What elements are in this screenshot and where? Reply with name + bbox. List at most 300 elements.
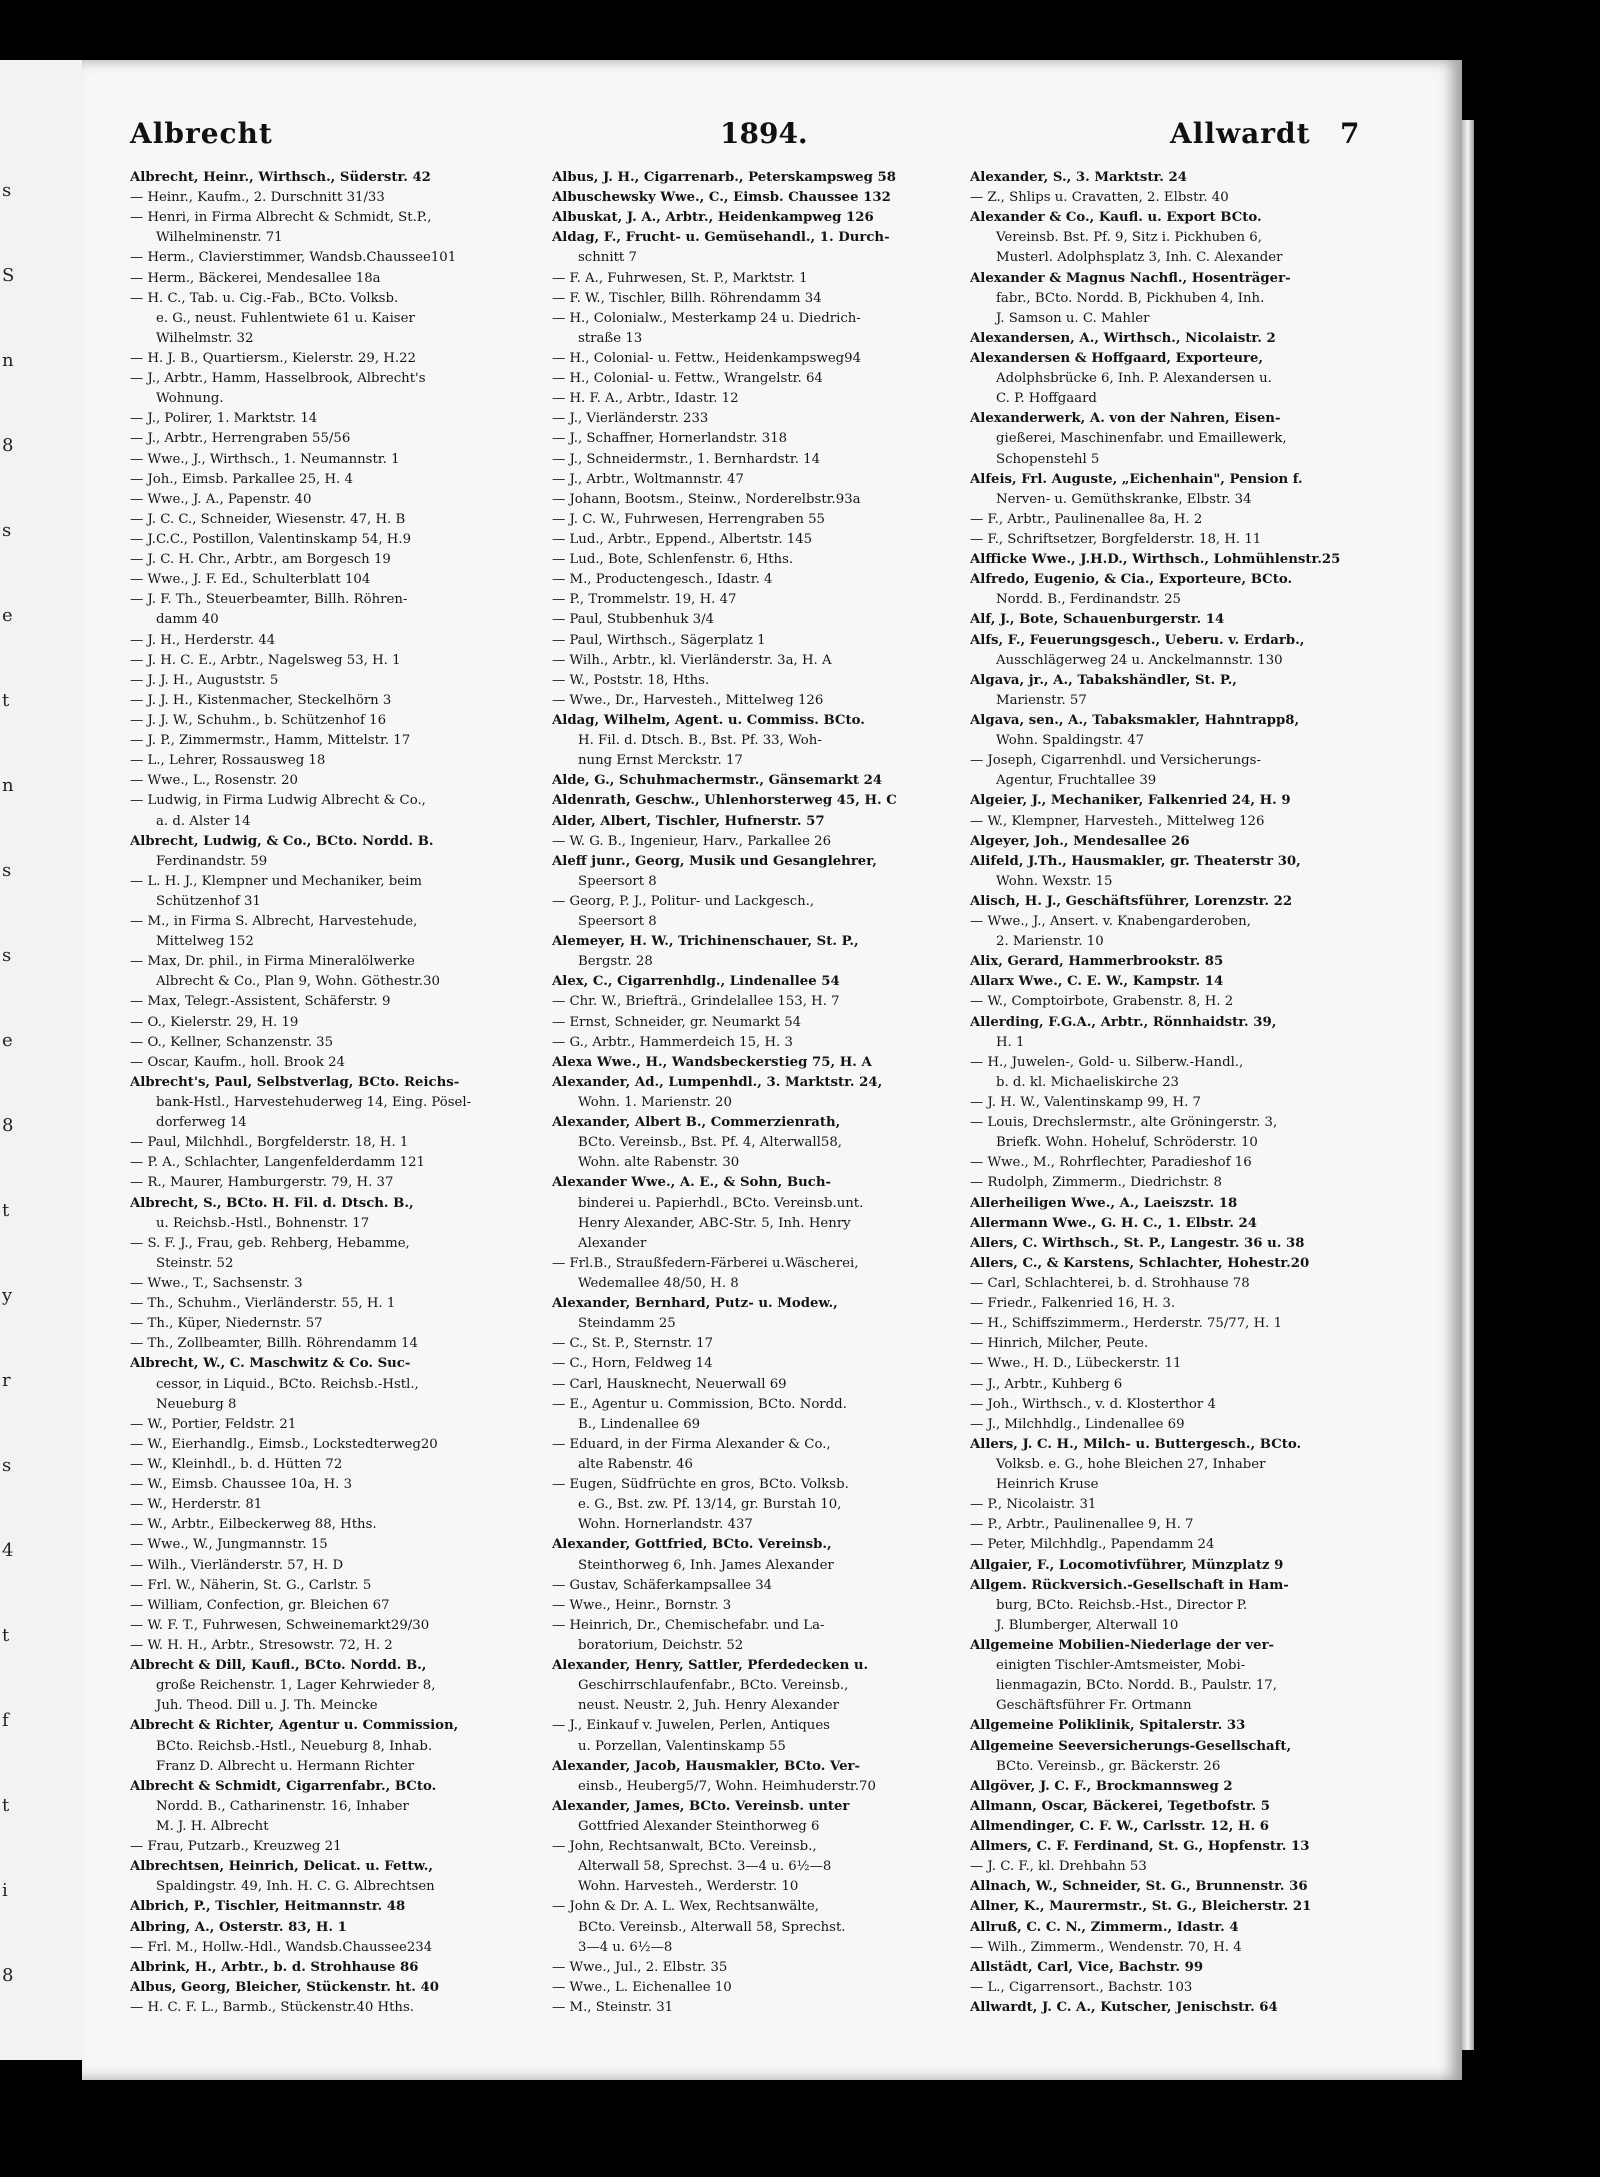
directory-line: — W. F. T., Fuhrwesen, Schweinemarkt29/30 [130, 1617, 430, 1633]
directory-line: BCto. Vereinsb., Bst. Pf. 4, Alterwall58, [578, 1135, 842, 1151]
directory-line: straße 13 [578, 330, 643, 346]
directory-line: Alemeyer, H. W., Trichinenschauer, St. P., [552, 934, 859, 950]
directory-line: — J., Arbtr., Hamm, Hasselbrook, Albrecht's [130, 371, 426, 387]
directory-line: — Eduard, in der Firma Alexander & Co., [552, 1436, 831, 1452]
directory-line: — Ernst, Schneider, gr. Neumarkt 54 [552, 1014, 802, 1030]
directory-line: — H. J. B., Quartiersm., Kielerstr. 29, H.22 [130, 350, 416, 366]
directory-line: Alfficke Wwe., J.H.D., Wirthsch., Lohmühlenstr.25 [970, 552, 1341, 568]
directory-line: BCto. Vereinsb., Alterwall 58, Sprechst. [578, 1919, 846, 1935]
directory-line: — W., Klempner, Harvesteh., Mittelweg 126 [970, 813, 1265, 829]
directory-line: Alexander, Gottfried, BCto. Vereinsb., [552, 1537, 832, 1553]
directory-line: — H. F. A., Arbtr., Idastr. 12 [552, 391, 739, 407]
directory-line: Allers, J. C. H., Milch- u. Buttergesch., BCto. [970, 1436, 1302, 1452]
previous-page-glyph: e [2, 1030, 13, 1051]
directory-line: Mittelweg 152 [156, 934, 254, 950]
directory-line: Wohn. Hornerlandstr. 437 [578, 1517, 753, 1533]
directory-line: bank-Hstl., Harvestehuderweg 14, Eing. Pösel- [156, 1095, 472, 1111]
directory-line: Albrechtsen, Heinrich, Delicat. u. Fettw., [130, 1859, 433, 1875]
directory-line: Alder, Albert, Tischler, Hufnerstr. 57 [552, 813, 825, 829]
directory-line: — W., Eimsb. Chaussee 10a, H. 3 [130, 1477, 353, 1493]
directory-line: u. Porzellan, Valentinskamp 55 [578, 1738, 786, 1754]
directory-line: — R., Maurer, Hamburgerstr. 79, H. 37 [130, 1175, 394, 1191]
directory-line: Alexander & Magnus Nachfl., Hosenträger- [970, 270, 1291, 286]
directory-line: — Carl, Hausknecht, Neuerwall 69 [552, 1376, 787, 1392]
directory-line: Alfeis, Frl. Auguste, „Eichenhain", Pension f. [970, 471, 1303, 487]
directory-line: Musterl. Adolphsplatz 3, Inh. C. Alexander [996, 250, 1283, 266]
directory-line: — P. A., Schlachter, Langenfelderdamm 121 [130, 1155, 425, 1171]
directory-line: Nordd. B., Catharinenstr. 16, Inhaber [156, 1798, 409, 1814]
previous-page-glyph: t [2, 690, 10, 711]
directory-line: Allgöver, J. C. F., Brockmannsweg 2 [970, 1778, 1233, 1794]
directory-line: BCto. Reichsb.-Hstl., Neueburg 8, Inhab. [156, 1738, 433, 1754]
directory-line: e. G., neust. Fuhlentwiete 61 u. Kaiser [156, 310, 415, 326]
directory-line: — Max, Dr. phil., in Firma Mineralölwerke [130, 954, 415, 970]
directory-line: — P., Arbtr., Paulinenallee 9, H. 7 [970, 1517, 1194, 1533]
directory-line: — Paul, Stubbenhuk 3/4 [552, 612, 714, 628]
directory-line: Alexander, James, BCto. Vereinsb. unter [552, 1798, 850, 1814]
directory-line: Heinrich Kruse [996, 1477, 1099, 1493]
directory-line: — C., Horn, Feldweg 14 [552, 1356, 713, 1372]
directory-line: Alexandersen, A., Wirthsch., Nicolaistr. 2 [970, 330, 1276, 346]
directory-line: — Eugen, Südfrüchte en gros, BCto. Volksb. [552, 1477, 849, 1493]
directory-line: — Frau, Putzarb., Kreuzweg 21 [130, 1839, 342, 1855]
directory-line: — F. A., Fuhrwesen, St. P., Marktstr. 1 [552, 270, 808, 286]
directory-line: — J., Vierländerstr. 233 [552, 411, 709, 427]
directory-line: Alexander, Jacob, Hausmakler, BCto. Ver- [552, 1758, 861, 1774]
directory-line: — Wilh., Zimmerm., Wendenstr. 70, H. 4 [970, 1939, 1242, 1955]
previous-page-glyph: e [2, 605, 13, 626]
directory-line: H. Fil. d. Dtsch. B., Bst. Pf. 33, Woh- [578, 733, 822, 749]
directory-line: Allgaier, F., Locomotivführer, Münzplatz 9 [970, 1557, 1284, 1573]
directory-line: — Friedr., Falkenried 16, H. 3. [970, 1296, 1176, 1312]
directory-line: — P., Nicolaistr. 31 [970, 1497, 1097, 1513]
directory-line: — H., Colonial- u. Fettw., Heidenkampsweg94 [552, 350, 862, 366]
directory-line: Allgemeine Seeversicherungs-Gesellschaft, [970, 1738, 1292, 1754]
directory-line: — Louis, Drechslermstr., alte Gröningerstr. 3, [970, 1115, 1278, 1131]
directory-line: Albrecht's, Paul, Selbstverlag, BCto. Reichs- [130, 1074, 460, 1090]
directory-line: Wilhelmstr. 32 [156, 330, 254, 346]
directory-line: Alexander, S., 3. Marktstr. 24 [970, 170, 1187, 185]
previous-page-glyph: 4 [2, 1540, 14, 1561]
directory-line: — Ludwig, in Firma Ludwig Albrecht & Co., [130, 793, 426, 809]
directory-line: — J., Arbtr., Kuhberg 6 [970, 1376, 1123, 1392]
directory-line: — J. J. H., Auguststr. 5 [130, 672, 279, 688]
directory-line: — J. C. F., kl. Drehbahn 53 [970, 1859, 1147, 1875]
directory-line: — J. F. Th., Steuerbeamter, Billh. Röhren- [130, 592, 408, 608]
previous-page-glyph: 8 [2, 435, 14, 456]
directory-line: — L. H. J., Klempner und Mechaniker, beim [130, 873, 422, 889]
directory-line: — W., Herderstr. 81 [130, 1497, 263, 1513]
directory-line: Albrich, P., Tischler, Heitmannstr. 48 [130, 1899, 406, 1915]
directory-line: — J., Milchhdlg., Lindenallee 69 [970, 1416, 1185, 1432]
directory-line: — Wwe., T., Sachsenstr. 3 [130, 1276, 303, 1292]
directory-line: schnitt 7 [578, 250, 637, 266]
directory-line: Algeier, J., Mechaniker, Falkenried 24, H. 9 [970, 793, 1291, 809]
directory-line: — Wwe., J., Wirthsch., 1. Neumannstr. 1 [130, 451, 400, 467]
directory-line: — C., St. P., Sternstr. 17 [552, 1336, 714, 1352]
directory-line: — H., Colonial- u. Fettw., Wrangelstr. 64 [552, 371, 823, 387]
directory-line: — Th., Küper, Niedernstr. 57 [130, 1316, 323, 1332]
column-2 [552, 168, 957, 2018]
directory-line: Alde, G., Schuhmachermstr., Gänsemarkt 24 [552, 773, 883, 789]
directory-line: — Wwe., J., Ansert. v. Knabengarderoben, [970, 914, 1251, 930]
directory-line: M. J. H. Albrecht [156, 1818, 269, 1834]
directory-line: — M., Steinstr. 31 [552, 1999, 674, 2015]
directory-line: Allruß, C. C. N., Zimmerm., Idastr. 4 [970, 1919, 1239, 1935]
directory-line: Ferdinandstr. 59 [156, 853, 268, 869]
page-number: 7 [1340, 117, 1360, 150]
previous-page-glyph: s [2, 945, 12, 966]
directory-line: Steinthorweg 6, Inh. James Alexander [578, 1557, 834, 1573]
directory-line: burg, BCto. Reichsb.-Hst., Director P. [996, 1597, 1248, 1613]
directory-line: Allmann, Oscar, Bäckerei, Tegetbofstr. 5 [970, 1798, 1271, 1814]
directory-line: — W. H. H., Arbtr., Stresowstr. 72, H. 2 [130, 1637, 393, 1653]
directory-line: Wohn. Harvesteh., Werderstr. 10 [578, 1879, 799, 1895]
previous-page-glyph: y [2, 1285, 13, 1306]
directory-line: Alexander, Henry, Sattler, Pferdedecken u. [552, 1658, 869, 1674]
directory-line: — Max, Telegr.-Assistent, Schäferstr. 9 [130, 994, 391, 1010]
previous-page-glyph: t [2, 1795, 10, 1816]
directory-line: — Wwe., Dr., Harvesteh., Mittelweg 126 [552, 692, 824, 708]
previous-page-edge [0, 60, 84, 2060]
directory-line: Algava, sen., A., Tabaksmakler, Hahntrapp8, [970, 712, 1300, 728]
directory-line: Geschäftsführer Fr. Ortmann [996, 1698, 1192, 1714]
directory-line: — Peter, Milchhdlg., Papendamm 24 [970, 1537, 1215, 1553]
directory-line: Albrecht, Heinr., Wirthsch., Süderstr. 42 [130, 170, 431, 185]
directory-line: Allers, C. Wirthsch., St. P., Langestr. 36 u. 38 [970, 1235, 1305, 1251]
directory-line: Alexander, Ad., Lumpenhdl., 3. Marktstr. 24, [552, 1074, 883, 1090]
directory-line: Wohn. alte Rabenstr. 30 [578, 1155, 740, 1171]
directory-line: — J. C. H. Chr., Arbtr., am Borgesch 19 [130, 552, 391, 568]
directory-line: Allarx Wwe., C. E. W., Kampstr. 14 [970, 974, 1224, 990]
directory-line: Algeyer, Joh., Mendesallee 26 [970, 833, 1190, 849]
directory-line: — Rudolph, Zimmerm., Diedrichstr. 8 [970, 1175, 1222, 1191]
directory-line: — Wilh., Vierländerstr. 57, H. D [130, 1557, 344, 1573]
directory-line: a. d. Alster 14 [156, 813, 251, 829]
directory-line: Alexander, Bernhard, Putz- u. Modew., [552, 1296, 838, 1312]
directory-line: — J., Arbtr., Herrengraben 55/56 [130, 431, 351, 447]
directory-line: Allerheiligen Wwe., A., Laeiszstr. 18 [970, 1195, 1238, 1211]
directory-line: Allmendinger, C. F. W., Carlsstr. 12, H. 6 [970, 1818, 1269, 1834]
directory-line: Allgemeine Poliklinik, Spitalerstr. 33 [970, 1718, 1246, 1734]
directory-line: — Oscar, Kaufm., holl. Brook 24 [130, 1054, 345, 1070]
previous-page-glyph: r [2, 1370, 11, 1391]
directory-line: damm 40 [156, 612, 219, 628]
directory-line: Juh. Theod. Dill u. J. Th. Meincke [156, 1698, 378, 1714]
directory-line: — Wwe., Jul., 2. Elbstr. 35 [552, 1959, 728, 1975]
directory-line: H. 1 [996, 1034, 1025, 1050]
directory-line: — S. F. J., Frau, geb. Rehberg, Hebamme, [130, 1235, 410, 1251]
directory-line: Allnach, W., Schneider, St. G., Brunnenstr. 36 [970, 1879, 1308, 1895]
directory-line: — Heinr., Kaufm., 2. Durschnitt 31/33 [130, 190, 385, 206]
directory-line: Albrecht & Richter, Agentur u. Commission, [130, 1718, 459, 1734]
directory-line: Albrecht, Ludwig, & Co., BCto. Nordd. B. [130, 833, 434, 849]
directory-line: — Wwe., J. F. Ed., Schulterblatt 104 [130, 572, 371, 588]
directory-line: — W., Kleinhdl., b. d. Hütten 72 [130, 1457, 343, 1472]
directory-line: u. Reichsb.-Hstl., Bohnenstr. 17 [156, 1215, 370, 1231]
directory-line: — J. H. W., Valentinskamp 99, H. 7 [970, 1095, 1201, 1111]
directory-line: Allstädt, Carl, Vice, Bachstr. 99 [970, 1959, 1204, 1975]
directory-line: — Paul, Milchhdl., Borgfelderstr. 18, H. 1 [130, 1135, 409, 1151]
directory-line: 3—4 u. 6½—8 [578, 1939, 673, 1955]
directory-line: — Th., Schuhm., Vierländerstr. 55, H. 1 [130, 1296, 396, 1312]
directory-line: — P., Trommelstr. 19, H. 47 [552, 592, 737, 608]
directory-line: Wedemallee 48/50, H. 8 [578, 1276, 739, 1292]
directory-line: Alexa Wwe., H., Wandsbeckerstieg 75, H. A [552, 1054, 872, 1070]
directory-line: Albrecht & Co., Plan 9, Wohn. Göthestr.30 [156, 974, 440, 990]
directory-line: Albrecht, S., BCto. H. Fil. d. Dtsch. B., [130, 1195, 414, 1211]
directory-line: Agentur, Fruchtallee 39 [996, 773, 1157, 789]
directory-line: Albus, J. H., Cigarrenarb., Peterskampsweg 58 [552, 170, 896, 185]
directory-line: Aldag, F., Frucht- u. Gemüsehandl., 1. Durch- [552, 230, 890, 246]
directory-line: — W., Portier, Feldstr. 21 [130, 1416, 297, 1432]
directory-line: — L., Lehrer, Rossausweg 18 [130, 753, 326, 769]
directory-line: — Th., Zollbeamter, Billh. Röhrendamm 14 [130, 1336, 418, 1352]
directory-line: binderei u. Papierhdl., BCto. Vereinsb.unt. [578, 1195, 864, 1211]
header-year: 1894. [720, 117, 808, 150]
directory-line: — Frl. M., Hollw.-Hdl., Wandsb.Chaussee234 [130, 1939, 433, 1955]
previous-page-glyph: s [2, 860, 12, 881]
column-1 [130, 168, 535, 2018]
directory-line: Albuschewsky Wwe., C., Eimsb. Chaussee 132 [552, 190, 891, 206]
directory-line: Henry Alexander, ABC-Str. 5, Inh. Henry [578, 1215, 851, 1231]
directory-line: Alf, J., Bote, Schauenburgerstr. 14 [970, 612, 1225, 628]
directory-line: — Herm., Clavierstimmer, Wandsb.Chaussee101 [130, 250, 457, 266]
directory-line: C. P. Hoffgaard [996, 391, 1097, 407]
directory-line: — Joh., Wirthsch., v. d. Klosterthor 4 [970, 1396, 1216, 1412]
directory-line: Allgemeine Mobilien-Niederlage der ver- [970, 1637, 1275, 1653]
directory-line: — William, Confection, gr. Bleichen 67 [130, 1597, 390, 1613]
directory-line: 2. Marienstr. 10 [996, 934, 1104, 950]
directory-line: Alex, C., Cigarrenhdlg., Lindenallee 54 [552, 974, 840, 990]
directory-line: Nerven- u. Gemüthskranke, Elbstr. 34 [996, 491, 1252, 507]
directory-line: Allwardt, J. C. A., Kutscher, Jenischstr. 64 [970, 1999, 1278, 2015]
directory-line: Albrink, H., Arbtr., b. d. Strohhause 86 [130, 1959, 419, 1975]
directory-line: — M., in Firma S. Albrecht, Harvestehude, [130, 914, 418, 930]
directory-line: — Chr. W., Briefträ., Grindelallee 153, H. 7 [552, 994, 840, 1010]
directory-line: Alterwall 58, Sprechst. 3—4 u. 6½—8 [578, 1859, 832, 1875]
directory-line: Adolphsbrücke 6, Inh. P. Alexandersen u. [996, 371, 1272, 387]
previous-page-glyph: s [2, 180, 12, 201]
page-header [130, 117, 1370, 167]
directory-line: — Herm., Bäckerei, Mendesallee 18a [130, 270, 381, 286]
directory-line: Alexandersen & Hoffgaard, Exporteure, [970, 350, 1264, 366]
directory-line: Speersort 8 [578, 873, 657, 889]
directory-line: — W., Poststr. 18, Hths. [552, 672, 710, 688]
directory-line: — Carl, Schlachterei, b. d. Strohhause 78 [970, 1276, 1250, 1292]
directory-line: — O., Kellner, Schanzenstr. 35 [130, 1034, 334, 1050]
directory-line: — H. C., Tab. u. Cig.-Fab., BCto. Volksb. [130, 290, 399, 306]
directory-line: — Joseph, Cigarrenhdl. und Versicherungs- [970, 753, 1261, 769]
directory-line: Aleff junr., Georg, Musik und Gesanglehrer, [552, 853, 877, 869]
directory-line: — Heinrich, Dr., Chemischefabr. und La- [552, 1617, 825, 1633]
directory-line: — Wwe., L. Eichenallee 10 [552, 1979, 732, 1995]
directory-line: — E., Agentur u. Commission, BCto. Nordd. [552, 1396, 847, 1412]
directory-line: alte Rabenstr. 46 [578, 1457, 693, 1472]
directory-line: e. G., Bst. zw. Pf. 13/14, gr. Burstah 10, [578, 1497, 842, 1513]
directory-line: — J. P., Zimmermstr., Hamm, Mittelstr. 17 [130, 733, 411, 749]
directory-line: Alifeld, J.Th., Hausmakler, gr. Theaterstr 30, [970, 853, 1301, 869]
directory-line: Alexander [578, 1235, 647, 1251]
directory-line: — Lud., Arbtr., Eppend., Albertstr. 145 [552, 531, 813, 547]
directory-line: b. d. kl. Michaeliskirche 23 [996, 1074, 1179, 1090]
directory-line: — Frl. W., Näherin, St. G., Carlstr. 5 [130, 1577, 372, 1593]
previous-page-glyph: t [2, 1625, 10, 1646]
directory-line: — H., Colonialw., Mesterkamp 24 u. Diedrich- [552, 310, 861, 326]
directory-line: — John & Dr. A. L. Wex, Rechtsanwälte, [552, 1899, 819, 1915]
directory-line: lienmagazin, BCto. Nordd. B., Paulstr. 17, [996, 1678, 1277, 1694]
directory-line: — Joh., Eimsb. Parkallee 25, H. 4 [130, 471, 353, 487]
directory-line: — J., Schneidermstr., 1. Bernhardstr. 14 [552, 451, 821, 467]
directory-line: Wilhelminenstr. 71 [156, 230, 283, 246]
directory-line: — Wwe., M., Rohrflechter, Paradieshof 16 [970, 1155, 1252, 1171]
directory-line: Steindamm 25 [578, 1316, 676, 1332]
directory-line: Albrecht & Schmidt, Cigarrenfabr., BCto. [130, 1778, 437, 1794]
previous-page-glyph: 8 [2, 1965, 14, 1986]
directory-line: — Lud., Bote, Schlenfenstr. 6, Hths. [552, 552, 794, 568]
directory-line: Alisch, H. J., Geschäftsführer, Lorenzstr. 22 [970, 893, 1293, 909]
directory-line: — John, Rechtsanwalt, BCto. Vereinsb., [552, 1839, 817, 1855]
column-3 [970, 168, 1375, 2018]
directory-line: — W., Eierhandlg., Eimsb., Lockstedterweg20 [130, 1436, 438, 1452]
directory-line: — Wwe., L., Rosenstr. 20 [130, 773, 298, 789]
directory-line: Steinstr. 52 [156, 1255, 234, 1271]
directory-line: Ausschlägerweg 24 u. Anckelmannstr. 130 [996, 652, 1283, 668]
directory-line: Albus, Georg, Bleicher, Stückenstr. ht. 40 [130, 1979, 440, 1995]
directory-line: — Wwe., Heinr., Bornstr. 3 [552, 1597, 732, 1613]
directory-line: Allmers, C. F. Ferdinand, St. G., Hopfenstr. 13 [970, 1839, 1310, 1855]
directory-line: — H., Juwelen-, Gold- u. Silberw.-Handl., [970, 1054, 1244, 1070]
directory-line: — Wwe., W., Jungmannstr. 15 [130, 1537, 328, 1553]
directory-line: Alexander, Albert B., Commerzienrath, [552, 1115, 841, 1131]
directory-line: Geschirrschlaufenfabr., BCto. Vereinsb., [578, 1678, 849, 1694]
directory-line: große Reichenstr. 1, Lager Kehrwieder 8, [156, 1678, 436, 1694]
directory-line: — J. J. W., Schuhm., b. Schützenhof 16 [130, 712, 387, 728]
directory-line: Alfredo, Eugenio, & Cia., Exporteure, BCto. [970, 572, 1293, 588]
directory-line: — Paul, Wirthsch., Sägerplatz 1 [552, 632, 766, 648]
directory-line: — J. J. H., Kistenmacher, Steckelhörn 3 [130, 692, 392, 708]
directory-line: — H. C. F. L., Barmb., Stückenstr.40 Hths. [130, 1999, 414, 2015]
directory-line: — G., Arbtr., Hammerdeich 15, H. 3 [552, 1034, 793, 1050]
directory-line: Alexanderwerk, A. von der Nahren, Eisen- [970, 411, 1281, 427]
directory-line: — Hinrich, Milcher, Peute. [970, 1336, 1149, 1352]
directory-line: — F., Arbtr., Paulinenallee 8a, H. 2 [970, 511, 1203, 527]
directory-line: Briefk. Wohn. Hoheluf, Schröderstr. 10 [996, 1135, 1258, 1151]
directory-line: Alix, Gerard, Hammerbrookstr. 85 [970, 954, 1224, 970]
directory-line: Aldag, Wilhelm, Agent. u. Commiss. BCto. [552, 712, 865, 728]
directory-line: Marienstr. 57 [996, 692, 1087, 708]
directory-line: — J., Polirer, 1. Marktstr. 14 [130, 411, 318, 427]
directory-line: — W., Arbtr., Eilbeckerweg 88, Hths. [130, 1517, 377, 1533]
directory-line: Wohn. Spaldingstr. 47 [996, 733, 1145, 749]
directory-line: Algava, jr., A., Tabakshändler, St. P., [970, 672, 1237, 688]
directory-line: Gottfried Alexander Steinthorweg 6 [578, 1818, 820, 1834]
directory-line: — Henri, in Firma Albrecht & Schmidt, St.P., [130, 210, 432, 226]
directory-line: nung Ernst Merckstr. 17 [578, 753, 743, 769]
directory-line: boratorium, Deichstr. 52 [578, 1637, 744, 1653]
directory-line: Spaldingstr. 49, Inh. H. C. G. Albrechtsen [156, 1879, 435, 1895]
directory-line: — H., Schiffszimmerm., Herderstr. 75/77, H. 1 [970, 1316, 1283, 1332]
directory-line: Wohn. 1. Marienstr. 20 [578, 1095, 732, 1111]
directory-line: — W., Comptoirbote, Grabenstr. 8, H. 2 [970, 994, 1234, 1010]
directory-line: fabr., BCto. Nordd. B, Pickhuben 4, Inh. [996, 290, 1265, 306]
directory-line: Schützenhof 31 [156, 893, 261, 909]
page-edge-stack [1462, 120, 1474, 2050]
directory-line: gießerei, Maschinenfabr. und Emaillewerk, [996, 431, 1287, 447]
directory-line: — J.C.C., Postillon, Valentinskamp 54, H.9 [130, 531, 412, 547]
previous-page-glyph: S [2, 265, 15, 286]
previous-page-glyph: f [2, 1710, 9, 1731]
directory-line: Alfs, F., Feuerungsgesch., Ueberu. v. Erdarb., [970, 632, 1305, 648]
directory-line: — Georg, P. J., Politur- und Lackgesch., [552, 893, 815, 909]
directory-line: — J. C. C., Schneider, Wiesenstr. 47, H. B [130, 511, 406, 527]
directory-line: — Wwe., J. A., Papenstr. 40 [130, 491, 312, 507]
directory-line: einsb., Heuberg5/7, Wohn. Heimhuderstr.70 [578, 1778, 876, 1794]
directory-line: Albring, A., Osterstr. 83, H. 1 [130, 1919, 347, 1935]
header-right-keyword: Allwardt [1170, 117, 1311, 150]
directory-line: Speersort 8 [578, 914, 657, 930]
directory-line: — O., Kielerstr. 29, H. 19 [130, 1014, 299, 1030]
directory-line: Alexander Wwe., A. E., & Sohn, Buch- [552, 1175, 831, 1191]
directory-line: Franz D. Albrecht u. Hermann Richter [156, 1758, 415, 1774]
directory-line: — W. G. B., Ingenieur, Harv., Parkallee 26 [552, 833, 832, 849]
directory-line: B., Lindenallee 69 [578, 1416, 701, 1432]
previous-page-glyph: n [2, 350, 14, 371]
directory-line: — J., Arbtr., Woltmannstr. 47 [552, 471, 744, 487]
directory-line: Schopenstehl 5 [996, 451, 1100, 467]
directory-line: — M., Productengesch., Idastr. 4 [552, 572, 773, 588]
directory-line: Volksb. e. G., hohe Bleichen 27, Inhaber [996, 1457, 1266, 1472]
directory-line: — Gustav, Schäferkampsallee 34 [552, 1577, 773, 1593]
directory-line: Allner, K., Maurermstr., St. G., Bleicherstr. 21 [970, 1899, 1312, 1915]
directory-line: Albuskat, J. A., Arbtr., Heidenkampweg 126 [552, 210, 874, 226]
directory-line: — J., Schaffner, Hornerlandstr. 318 [552, 431, 788, 447]
directory-line: Wohn. Wexstr. 15 [996, 873, 1113, 889]
directory-line: cessor, in Liquid., BCto. Reichsb.-Hstl., [156, 1376, 419, 1392]
directory-line: Allers, C., & Karstens, Schlachter, Hohestr.20 [970, 1255, 1310, 1271]
directory-line: Allgem. Rückversich.-Gesellschaft in Ham- [970, 1577, 1289, 1593]
directory-line: Aldenrath, Geschw., Uhlenhorsterweg 45, H. C [552, 793, 897, 809]
previous-page-glyph: 8 [2, 1115, 14, 1136]
previous-page-glyph: i [2, 1880, 8, 1901]
directory-line: Allermann Wwe., G. H. C., 1. Elbstr. 24 [970, 1215, 1257, 1231]
directory-line: — Johann, Bootsm., Steinw., Norderelbstr.93a [552, 491, 861, 507]
previous-page-glyph: t [2, 1200, 10, 1221]
directory-line: — Frl.B., Straußfedern-Färberei u.Wäscherei, [552, 1255, 859, 1271]
directory-line: — L., Cigarrensort., Bachstr. 103 [970, 1979, 1193, 1995]
directory-line: Albrecht, W., C. Maschwitz & Co. Suc- [130, 1356, 411, 1372]
previous-page-glyph: s [2, 520, 12, 541]
directory-line: — F. W., Tischler, Billh. Röhrendamm 34 [552, 290, 822, 306]
directory-line: Wohnung. [156, 391, 224, 407]
directory-line: J. Blumberger, Alterwall 10 [996, 1617, 1179, 1633]
directory-line: — Wwe., H. D., Lübeckerstr. 11 [970, 1356, 1182, 1372]
directory-line: Allerding, F.G.A., Arbtr., Rönnhaidstr. 39, [970, 1014, 1277, 1030]
directory-line: neust. Neustr. 2, Juh. Henry Alexander [578, 1698, 839, 1714]
directory-line: BCto. Vereinsb., gr. Bäckerstr. 26 [996, 1758, 1221, 1774]
header-left-keyword: Albrecht [130, 117, 273, 150]
previous-page-glyph: n [2, 775, 14, 796]
directory-line: dorferweg 14 [156, 1115, 247, 1131]
directory-line: — F., Schriftsetzer, Borgfelderstr. 18, H. 11 [970, 531, 1262, 547]
directory-line: Bergstr. 28 [578, 954, 653, 970]
directory-line: — Z., Shlips u. Cravatten, 2. Elbstr. 40 [970, 190, 1229, 206]
directory-line: — J., Einkauf v. Juwelen, Perlen, Antiques [552, 1718, 830, 1734]
directory-line: — Wilh., Arbtr., kl. Vierländerstr. 3a, H. A [552, 652, 832, 668]
directory-line: Albrecht & Dill, Kaufl., BCto. Nordd. B., [130, 1658, 427, 1674]
directory-line: einigten Tischler-Amtsmeister, Mobi- [996, 1658, 1246, 1674]
directory-line: — J. H., Herderstr. 44 [130, 632, 276, 648]
